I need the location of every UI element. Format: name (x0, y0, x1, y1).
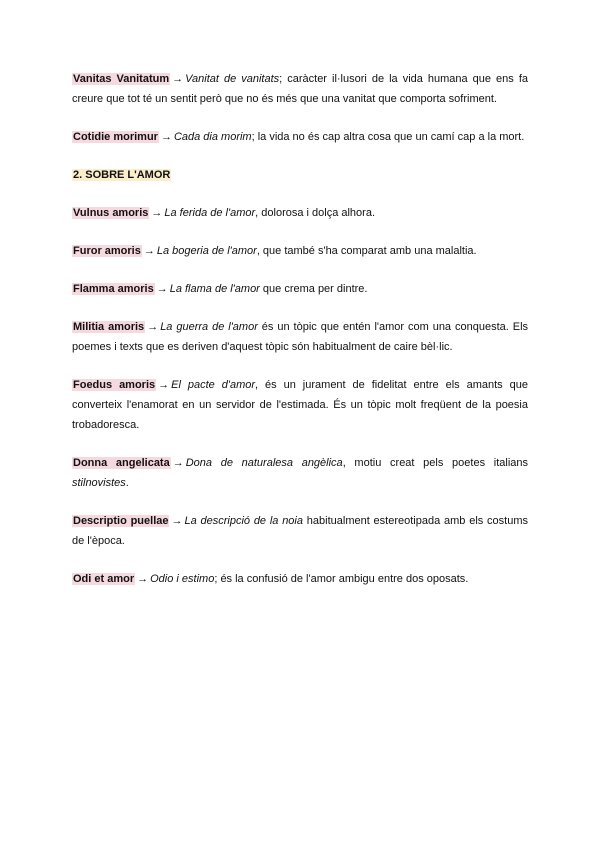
entry-term: Donna angelicata (73, 457, 170, 469)
arrow-icon: → (172, 457, 184, 469)
entry-description: ; la vida no és cap altra cosa que un camí cap a la mort. (251, 131, 525, 143)
entry-translation: El pacte d'amor (171, 379, 256, 391)
entry-term: Flamma amoris (73, 283, 154, 295)
entry-translation: La descripció de la noia (184, 515, 303, 527)
entry-description: , és un jurament de fidelitat entre els amants que converteix l'enamorat en un servidor de l'estimada. És un tòpic molt freqüent de la poesia trobadoresca. (72, 379, 528, 431)
section-title-text: 2. SOBRE L'AMOR (73, 169, 171, 181)
entry-description: ; és la confusió de l'amor ambigu entre dos oposats. (214, 573, 469, 585)
entry-translation: La bogeria de l'amor (156, 245, 257, 257)
entry-description: que crema per dintre. (259, 283, 368, 295)
arrow-icon: → (171, 515, 183, 527)
entry-description: , dolorosa i dolça alhora. (255, 207, 376, 219)
entry-flamma (72, 279, 528, 299)
entry-translation: Odio i estimo (150, 573, 215, 585)
entry-term: Militia amoris (73, 321, 145, 333)
entry-description: ; caràcter il·lusori de la vida humana que ens fa creure que tot té un sentit però que no és més que una vanitat que comporta sofriment. (72, 73, 528, 105)
entry-description: , que també s'ha comparat amb una malaltia. (256, 245, 477, 257)
entry-tail-italic: stilnovistes (72, 477, 126, 489)
entry-description: , motiu creat pels poetes italians (342, 457, 529, 469)
entry-term: Vanitas Vanitatum (73, 73, 170, 85)
entry-translation: Dona de naturalesa angèlica (185, 457, 343, 469)
entry-translation: La flama de l'amor (169, 283, 260, 295)
entry-vanitas (72, 69, 528, 109)
entry-description: és un tòpic que entén l'amor com una conquesta. Els poemes i texts que es deriven d'aquest tòpic són habitualment de caire bèl·lic. (72, 321, 529, 353)
entry-militia (72, 317, 528, 357)
arrow-icon: → (158, 379, 170, 391)
entry-donna (72, 453, 528, 493)
entry-translation: Vanitat de vanitats (185, 73, 280, 85)
entry-translation: La guerra de l'amor (160, 321, 258, 333)
entry-term: Vulnus amoris (73, 207, 149, 219)
arrow-icon: → (137, 573, 149, 585)
arrow-icon: → (160, 131, 172, 143)
entry-term: Cotidie morimur (73, 131, 158, 143)
entry-odi (72, 569, 528, 589)
entry-term: Furor amoris (73, 245, 141, 257)
entry-tail: . (125, 477, 129, 489)
entry-term: Descriptio puellae (73, 515, 169, 527)
arrow-icon: → (172, 73, 184, 85)
arrow-icon: → (156, 283, 168, 295)
entry-translation: Cada dia morim (173, 131, 252, 143)
entry-term: Odi et amor (73, 573, 135, 585)
arrow-icon: → (151, 207, 163, 219)
arrow-icon: → (147, 321, 159, 333)
entry-furor (72, 241, 528, 261)
entry-cotidie (72, 127, 528, 147)
entry-foedus (72, 375, 528, 435)
section-title (72, 165, 528, 185)
entry-descriptio (72, 511, 528, 551)
entry-vulnus (72, 203, 528, 223)
arrow-icon: → (143, 245, 155, 257)
entry-term: Foedus amoris (73, 379, 156, 391)
entry-description: habitualment estereotipada amb els costums de l'època. (72, 515, 528, 547)
entry-translation: La ferida de l'amor (164, 207, 256, 219)
